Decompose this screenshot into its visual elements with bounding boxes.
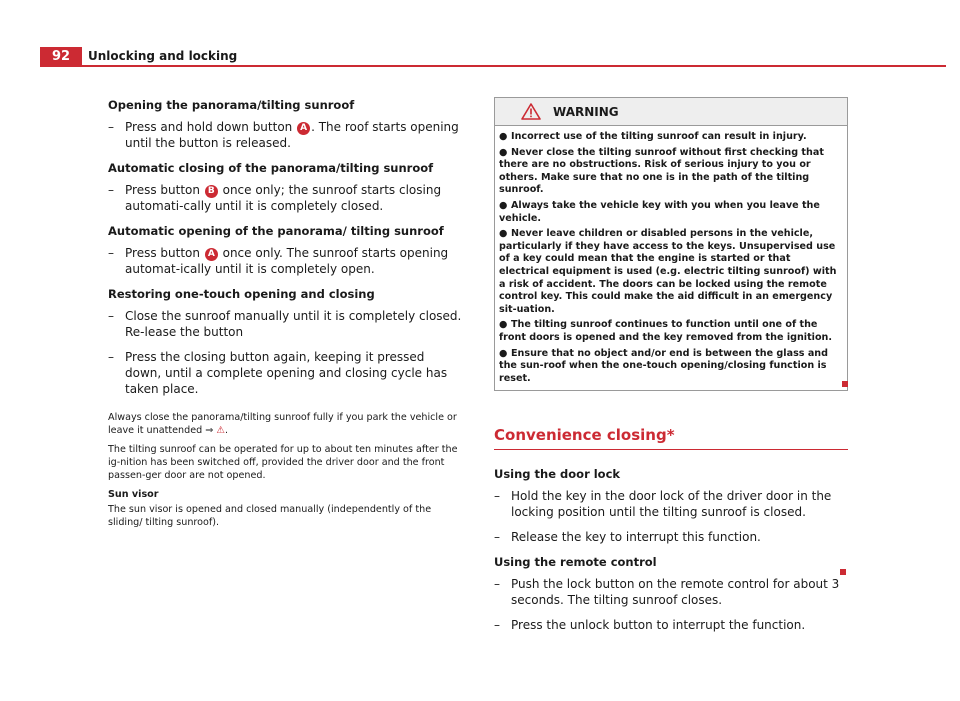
bullet-icon: ● [499, 131, 508, 142]
warning-item: ● Never close the tilting sunroof without first checking that there are no obstructions. Risk of serious injury to you or others. Make sure that no one is in the path of the tilting sunroof. [499, 146, 824, 196]
warning-item: ● Never leave children or disabled persons in the vehicle, particularly if they have access to the keys. Unsupervised use of a key could mean that the engine is started or that electrical equipment is used (e.g. electric tilting sunroof) with a risk of accident. The doors can be locked using the remote control key. This could make the aid difficult in an emergency sit-uation. [499, 228, 837, 315]
instruction-step: – Press button A once only. The sunroof starts opening automat-ically until it is completely open. [108, 246, 449, 276]
warning-item: ● Always take the vehicle key with you when you leave the vehicle. [499, 199, 820, 224]
step-dash: – [494, 530, 500, 545]
instruction-step: – Press the closing button again, keeping it pressed down, until a complete opening and closing cycle has taken place. [108, 350, 448, 396]
instruction-step: – Close the sunroof manually until it is completely closed. Re-lease the button [108, 309, 462, 339]
instruction-step: – Hold the key in the door lock of the driver door in the locking position until the tilting sunroof is closed. [494, 489, 832, 520]
header-rule [40, 65, 946, 67]
step-dash: – [494, 618, 500, 633]
button-a-badge: A [205, 248, 218, 261]
bullet-icon: ● [499, 146, 508, 158]
warning-title: WARNING [553, 104, 619, 119]
step-dash: – [108, 183, 114, 197]
button-b-badge: B [205, 185, 218, 198]
warning-header [495, 98, 847, 126]
step-dash: – [494, 577, 500, 592]
section-heading: Automatic closing of the panorama/tilting sunroof [108, 161, 434, 175]
section-heading: Automatic opening of the panorama/ tilting sunroof [108, 224, 444, 238]
step-dash: – [108, 309, 114, 323]
bullet-icon: ● [499, 228, 508, 240]
bullet-icon: ● [499, 319, 508, 331]
header-title: Unlocking and locking [88, 49, 238, 63]
section-title: Convenience closing* [494, 427, 848, 450]
step-dash: – [108, 246, 114, 260]
page-number: 92 [40, 47, 82, 67]
right-column [494, 97, 848, 642]
instruction-step: – Press button B once only; the sunroof starts closing automati-cally until it is completely closed. [108, 183, 442, 213]
step-dash: – [108, 350, 114, 364]
section-heading: Opening the panorama/tilting sunroof [108, 98, 355, 112]
instruction-step: – Press the unlock button to interrupt the function. [494, 618, 806, 633]
warning-item: ● Incorrect use of the tilting sunroof can result in injury. [499, 131, 807, 142]
sun-visor-heading: Sun visor [108, 489, 159, 500]
left-column [108, 97, 462, 535]
instruction-step: – Push the lock button on the remote control for about 3 seconds. The tilting sunroof closes. [494, 577, 840, 608]
sun-visor-text: The sun visor is opened and closed manually (independently of the sliding/ tilting sunroof). [108, 504, 432, 528]
warning-reference-icon: ⚠ [216, 425, 225, 436]
section-heading: Using the remote control [494, 555, 657, 570]
bullet-icon: ● [499, 347, 508, 359]
page-header [40, 47, 946, 67]
note-paragraph: The tilting sunroof can be operated for up to about ten minutes after the ig-nition has been switched off, provided the driver door and the front passen-ger door are not opened. [108, 444, 458, 481]
warning-item: ● The tilting sunroof continues to function until one of the front doors is opened and the key removed from the ignition. [499, 319, 833, 343]
section-heading: Restoring one-touch opening and closing [108, 287, 375, 301]
warning-body [495, 126, 847, 390]
warning-triangle-icon [521, 103, 541, 120]
step-dash: – [108, 120, 114, 134]
warning-item: ● Ensure that no object and/or end is between the glass and the sun-roof when the one-touch opening/closing function is reset. [499, 347, 828, 384]
step-dash: – [494, 489, 500, 504]
warning-box [494, 97, 848, 391]
instruction-step: – Release the key to interrupt this function. [494, 530, 761, 545]
section-end-marker [840, 569, 846, 575]
note-paragraph: Always close the panorama/tilting sunroof fully if you park the vehicle or leave it unattended ⇒ ⚠. [108, 412, 457, 436]
section-end-marker [842, 381, 848, 387]
instruction-step: – Press and hold down button A . The roof starts opening until the button is released. [108, 120, 459, 150]
button-a-badge: A [297, 122, 310, 135]
bullet-icon: ● [499, 199, 508, 211]
section-heading: Using the door lock [494, 467, 621, 482]
